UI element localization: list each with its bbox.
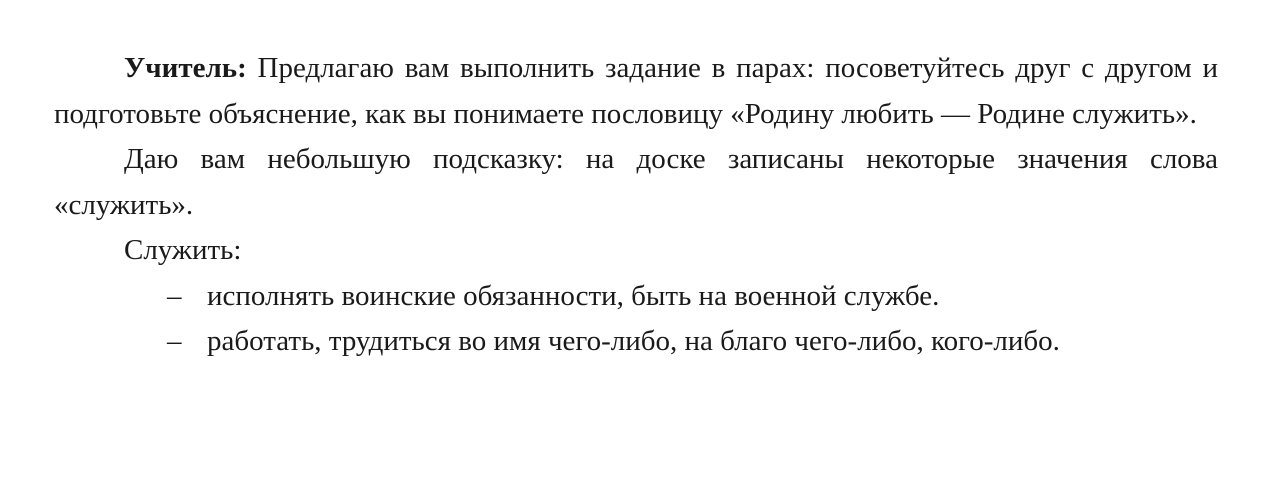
definition-heading: Служить: [124, 234, 242, 266]
dash-marker: – [167, 279, 182, 312]
speaker-label: Учитель: [124, 52, 247, 84]
list-item [167, 319, 1218, 365]
hint-paragraph: Даю вам небольшую подсказку: на доске записаны некоторые значения слова «служить». [54, 143, 1218, 221]
list-item [167, 274, 1218, 320]
teacher-paragraph [54, 46, 1218, 137]
meanings-list [54, 274, 1218, 365]
meaning-text: исполнять воинские обязанности, быть на военной службе. [207, 279, 940, 312]
meaning-text: работать, трудиться во имя чего-либо, на благо чего-либо, кого-либо. [207, 325, 1060, 357]
document-body [54, 46, 1218, 365]
dash-marker: – [167, 325, 182, 357]
teacher-instruction: Предлагаю вам выполнить задание в парах: посоветуйтесь друг с другом и подготовьте объяснение, как вы понимаете пословицу «Родину любить — Родине служить». [54, 52, 1219, 130]
